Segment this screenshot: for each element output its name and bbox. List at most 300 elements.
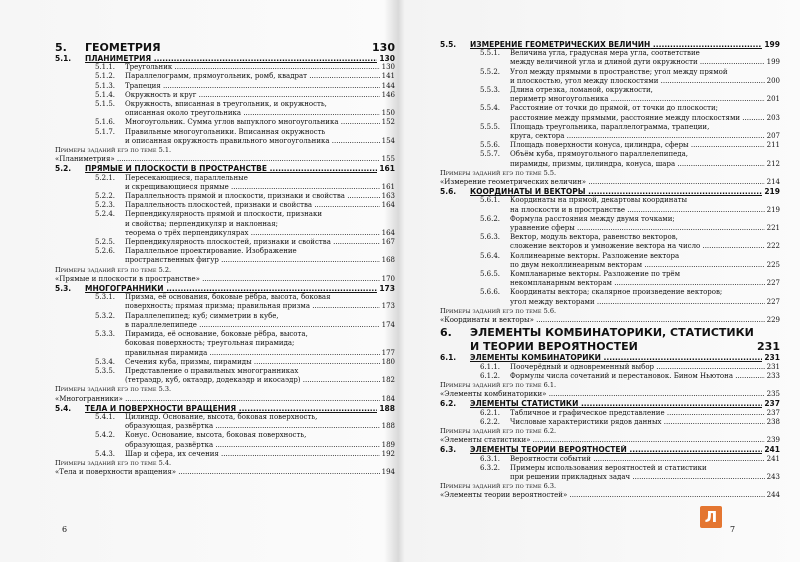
- toc-entry-title: Величина угла, градусная мера угла, соответствие: [510, 49, 700, 58]
- toc-entry-cont: [55, 349, 395, 358]
- toc-entry-page: 144: [381, 81, 395, 90]
- toc-entry-sub: [55, 100, 395, 109]
- toc-entry-title: ГЕОМЕТРИЯ: [85, 42, 161, 54]
- toc-entry-page: 152: [381, 118, 395, 127]
- toc-entry-number: 5.5.2.: [480, 67, 501, 76]
- toc-entry-exname: [440, 436, 780, 445]
- toc-entry-page: 161: [381, 182, 395, 191]
- toc-entry-sub: [55, 128, 395, 137]
- toc-entry-title: Примеры заданий егэ по теме 5.3.: [55, 385, 172, 394]
- toc-entry-cont: [55, 302, 395, 311]
- toc-entry-sub: [55, 247, 395, 256]
- toc-entry-title: между величиной угла и длиной дуги окружности .....: [460, 58, 765, 67]
- toc-entry-exname: [440, 178, 780, 187]
- toc-entry-cont: [55, 220, 395, 229]
- toc-entry-title: Формулы числа сочетаний и перестановок. Бином Ньютона .....: [510, 372, 765, 381]
- toc-entry-title: Примеры использования вероятностей и статистики: [510, 463, 707, 472]
- toc-entry-sub: [55, 312, 395, 321]
- toc-entry-title: Вероятности событий .....: [510, 455, 765, 464]
- toc-entry-title: Окружность и круг .....: [125, 91, 380, 100]
- toc-entry-number: 5.1.2.: [95, 72, 116, 81]
- toc-entry-title: Расстояние от точки до прямой, от точки до плоскости;: [510, 104, 719, 113]
- toc-entry-number: 5.6.5.: [480, 270, 501, 279]
- toc-entry-number: 5.5.5.: [480, 122, 501, 131]
- toc-entry-page: 130: [372, 41, 395, 54]
- toc-entry-title: Правильные многоугольники. Вписанная окружность: [125, 127, 326, 136]
- toc-entry-sect: [440, 187, 780, 196]
- toc-entry-page: 163: [381, 192, 395, 201]
- toc-entry-sub: [55, 413, 395, 422]
- toc-entry-title: Многоугольник. Сумма углов выпуклого многоугольника .....: [125, 118, 380, 127]
- toc-entry-number: 5.5.3.: [480, 86, 501, 95]
- toc-entry-page: 221: [766, 224, 780, 233]
- toc-entry-title: Примеры заданий егэ по теме 6.3.: [440, 482, 557, 491]
- toc-entry-page: 150: [381, 109, 395, 118]
- toc-entry-number: 5.5.7.: [480, 150, 501, 159]
- toc-entry-title: пространственных фигур .....: [75, 256, 380, 265]
- toc-entry-sub: [55, 63, 395, 72]
- toc-entry-title: образующая, развёртка .....: [75, 441, 380, 450]
- toc-entry-sect: [440, 353, 780, 362]
- toc-entry-sub: [440, 288, 780, 297]
- toc-entry-cont: [440, 261, 780, 270]
- toc-entry-title: образующая, развёртка .....: [75, 422, 380, 431]
- toc-entry-number: 5.3.4.: [95, 357, 116, 366]
- toc-entry-ex: [55, 459, 395, 468]
- toc-entry-sub: [55, 201, 395, 210]
- toc-entry-number: 5.3.2.: [95, 311, 116, 320]
- toc-entry-title: по двум неколлинеарным векторам .....: [460, 261, 765, 270]
- toc-entry-page: 243: [766, 472, 780, 481]
- left-page-number: 6: [62, 525, 68, 534]
- toc-entry-title: теорема о трёх перпендикулярах .....: [75, 229, 380, 238]
- toc-entry-ex: [55, 146, 395, 155]
- toc-entry-title: Длина отрезка, ломаной, окружности,: [510, 86, 653, 95]
- toc-entry-sub: [55, 174, 395, 183]
- toc-entry-sub: [55, 210, 395, 219]
- toc-entry-page: 214: [766, 178, 780, 187]
- toc-entry-number: 6.2.2.: [480, 417, 501, 426]
- toc-entry-sect: [440, 40, 780, 49]
- toc-entry-cont: [440, 242, 780, 251]
- toc-entry-ex: [55, 385, 395, 394]
- toc-entry-title: Табличное и графическое представление .....: [510, 409, 765, 418]
- toc-entry-page: 194: [381, 468, 395, 477]
- toc-entry-page: 173: [381, 302, 395, 311]
- toc-entry-sub: [440, 123, 780, 132]
- toc-entry-number: 5.2.: [55, 164, 72, 174]
- toc-entry-number: 5.1.3.: [95, 81, 116, 90]
- toc-entry-exname: [55, 275, 395, 284]
- toc-entry-page: 155: [381, 155, 395, 164]
- toc-entry-number: 5.5.4.: [480, 104, 501, 113]
- toc-entry-page: 229: [766, 316, 780, 325]
- toc-entry-page: 231: [764, 353, 780, 363]
- toc-entry-title: Параллельность прямой и плоскости, признаки и свойства .....: [125, 192, 380, 201]
- toc-entry-number: 6.1.: [440, 353, 457, 363]
- toc-entry-title: Перпендикулярность плоскостей, признаки и свойства .....: [125, 238, 380, 247]
- toc-entry-title: «Элементы комбинаторики» .....: [440, 390, 765, 399]
- toc-entry-title: «Координаты и векторы» .....: [440, 316, 765, 325]
- toc-entry-sect: [55, 164, 395, 173]
- toc-entry-number: 5.5.1.: [480, 49, 501, 58]
- toc-entry-page: 235: [766, 390, 780, 399]
- toc-entry-title: угол между векторами .....: [460, 298, 765, 307]
- toc-entry-number: 5.2.4.: [95, 210, 116, 219]
- toc-entry-title: «Прямые и плоскости в пространстве» .....: [55, 275, 380, 284]
- toc-entry-sub: [55, 293, 395, 302]
- toc-entry-cont: [440, 279, 780, 288]
- toc-entry-title: Представление о правильных многогранниках: [125, 366, 299, 375]
- toc-entry-number: 5.: [55, 41, 67, 54]
- toc-entry-number: 5.1.4.: [95, 90, 116, 99]
- toc-entry-title: Площадь треугольника, параллелограмма, трапеции,: [510, 122, 710, 131]
- toc-entry-cont: [55, 229, 395, 238]
- toc-entry-cont: [440, 298, 780, 307]
- toc-entry-cont: [55, 376, 395, 385]
- toc-entry-title: периметр многоугольника .....: [460, 95, 765, 104]
- toc-entry-title: «Элементы теории вероятностей» .....: [440, 491, 765, 500]
- toc-entry-title: и скрещивающиеся прямые .....: [75, 183, 380, 192]
- toc-entry-title: Пересекающиеся, параллельные: [125, 173, 248, 182]
- toc-entry-number: 5.3.3.: [95, 330, 116, 339]
- toc-entry-page: 168: [381, 256, 395, 265]
- toc-entry-number: 5.1.7.: [95, 127, 116, 136]
- toc-entry-title: Примеры заданий егэ по теме 5.6.: [440, 306, 557, 315]
- toc-entry-sub: [55, 367, 395, 376]
- toc-entry-cont: [55, 183, 395, 192]
- toc-entry-sub: [440, 464, 780, 473]
- toc-entry-sub: [55, 238, 395, 247]
- toc-entry-page: 164: [381, 201, 395, 210]
- toc-entry-cont: [55, 441, 395, 450]
- toc-entry-title: ЭЛЕМЕНТЫ СТАТИСТИКИ .....: [470, 399, 762, 408]
- toc-entry-sub: [55, 72, 395, 81]
- toc-entry-title: Перпендикулярность прямой и плоскости, признаки: [125, 210, 322, 219]
- toc-entry-exname: [440, 316, 780, 325]
- toc-entry-exname: [55, 468, 395, 477]
- toc-entry-page: 239: [766, 436, 780, 445]
- toc-entry-sub: [55, 82, 395, 91]
- toc-entry-number: 5.1.5.: [95, 100, 116, 109]
- toc-entry-number: 6.3.: [440, 445, 457, 455]
- toc-entry-cont: [440, 224, 780, 233]
- toc-entry-page: 222: [766, 242, 780, 251]
- toc-entry-sub: [55, 450, 395, 459]
- toc-entry-number: 6.3.1.: [480, 454, 501, 463]
- toc-entry-title: при решении прикладных задач .....: [460, 473, 765, 482]
- toc-entry-title: ЭЛЕМЕНТЫ ТЕОРИИ ВЕРОЯТНОСТЕЙ .....: [470, 445, 762, 454]
- toc-entry-page: 244: [766, 491, 780, 500]
- toc-entry-number: 5.1.1.: [95, 63, 116, 72]
- toc-entry-page: 141: [381, 72, 395, 81]
- toc-entry-title: Примеры заданий егэ по теме 5.1.: [55, 146, 172, 155]
- toc-entry-page: 188: [379, 403, 395, 413]
- toc-entry-title: в параллелепипеде .....: [75, 321, 380, 330]
- toc-entry-page: 174: [381, 320, 395, 329]
- toc-entry-cont: [440, 95, 780, 104]
- toc-entry-number: 6.: [440, 326, 452, 340]
- toc-entry-title: правильная пирамида .....: [75, 349, 380, 358]
- toc-entry-title: Окружность, вписанная в треугольник, и окружность,: [125, 100, 327, 109]
- toc-entry-number: 6.3.2.: [480, 463, 501, 472]
- toc-entry-title: Цилиндр. Основание, высота, боковая поверхность,: [125, 412, 318, 421]
- toc-entry-title: Коллинеарные векторы. Разложение вектора: [510, 251, 680, 260]
- toc-entry-sub: [440, 363, 780, 372]
- toc-entry-sub: [440, 141, 780, 150]
- toc-entry-sub: [55, 192, 395, 201]
- toc-entry-title: КООРДИНАТЫ И ВЕКТОРЫ .....: [470, 187, 762, 196]
- toc-entry-sub: [440, 104, 780, 113]
- toc-entry-number: 5.2.6.: [95, 247, 116, 256]
- toc-entry-number: 5.4.3.: [95, 449, 116, 458]
- toc-entry-title: Примеры заданий егэ по теме 5.2.: [55, 265, 172, 274]
- toc-entry-title: Координаты на прямой, декартовы координаты: [510, 196, 688, 205]
- toc-entry-cont: [440, 206, 780, 215]
- toc-entry-page: 192: [381, 449, 395, 458]
- toc-entry-page: 238: [766, 417, 780, 426]
- toc-entry-title: на плоскости и в пространстве .....: [460, 206, 765, 215]
- toc-entry-title: ИЗМЕРЕНИЕ ГЕОМЕТРИЧЕСКИХ ВЕЛИЧИН .....: [470, 40, 762, 49]
- toc-entry-title: Шар и сфера, их сечения .....: [125, 450, 380, 459]
- toc-entry-number: 5.6.: [440, 187, 457, 197]
- toc-entry-title: Примеры заданий егэ по теме 5.5.: [440, 168, 557, 177]
- toc-entry-cont: [440, 473, 780, 482]
- toc-entry-cont: [440, 114, 780, 123]
- toc-entry-number: 6.1.1.: [480, 362, 501, 371]
- toc-entry-sub: [440, 233, 780, 242]
- toc-entry-number: 6.1.2.: [480, 371, 501, 380]
- toc-entry-page: 189: [381, 440, 395, 449]
- toc-entry-cont: [440, 58, 780, 67]
- toc-entry-page: 167: [381, 238, 395, 247]
- right-page-toc: [440, 40, 780, 501]
- toc-entry-sub: [440, 86, 780, 95]
- toc-entry-number: 5.3.5.: [95, 366, 116, 375]
- toc-entry-cont: [55, 109, 395, 118]
- toc-entry-ex: [440, 482, 780, 491]
- toc-entry-cont: [440, 132, 780, 141]
- toc-entry-sub: [55, 358, 395, 367]
- toc-entry-sect: [55, 284, 395, 293]
- toc-entry-page: 227: [766, 279, 780, 288]
- toc-entry-title: Параллелепипед; куб; симметрии в кубе,: [125, 311, 279, 320]
- toc-entry-ex: [440, 427, 780, 436]
- toc-entry-title: Формула расстояния между двумя точками;: [510, 214, 675, 223]
- toc-entry-title: Числовые характеристики рядов данных .....: [510, 418, 765, 427]
- toc-entry-page: 180: [381, 357, 395, 366]
- toc-entry-cont: [55, 137, 395, 146]
- toc-entry-page: 199: [766, 58, 780, 67]
- toc-entry-title: ЭЛЕМЕНТЫ КОМБИНАТОРИКИ .....: [470, 353, 762, 362]
- toc-entry-sect: [440, 445, 780, 454]
- toc-entry-chap: [55, 42, 395, 54]
- toc-entry-title: и описанная окружность правильного многоугольника .....: [75, 137, 380, 146]
- toc-entry-ex: [440, 381, 780, 390]
- toc-entry-page: 184: [381, 394, 395, 403]
- toc-entry-sub: [440, 49, 780, 58]
- toc-entry-page: 154: [381, 136, 395, 145]
- toc-entry-page: 241: [766, 454, 780, 463]
- left-page-toc: [55, 40, 395, 477]
- toc-entry-page: 164: [381, 228, 395, 237]
- toc-entry-title: Параллельность плоскостей, признаки и свойства .....: [125, 201, 380, 210]
- toc-entry-title: Объём куба, прямоугольного параллелепипеда,: [510, 150, 688, 159]
- toc-entry-page: 207: [766, 132, 780, 141]
- right-page-number: 7: [730, 525, 736, 534]
- toc-entry-title: Примеры заданий егэ по теме 5.4.: [55, 458, 172, 467]
- toc-entry-page: 241: [764, 445, 780, 455]
- toc-entry-sub: [440, 418, 780, 427]
- toc-entry-number: 5.1.6.: [95, 118, 116, 127]
- toc-entry-title: некомпланарным векторам .....: [460, 279, 765, 288]
- toc-entry-sub: [55, 91, 395, 100]
- toc-entry-page: 130: [379, 54, 395, 63]
- toc-entry-sect: [55, 404, 395, 413]
- toc-entry-title: МНОГОГРАННИКИ .....: [85, 284, 377, 293]
- toc-entry-sub: [440, 196, 780, 205]
- toc-entry-sect: [55, 54, 395, 63]
- toc-entry-title: «Элементы статистики» .....: [440, 436, 765, 445]
- toc-entry-sub: [440, 252, 780, 261]
- toc-entry-sub: [440, 150, 780, 159]
- toc-entry-sub: [440, 215, 780, 224]
- toc-entry-page: 161: [379, 164, 395, 174]
- toc-entry-page: 173: [379, 284, 395, 294]
- toc-entry-number: 5.5.: [440, 40, 457, 49]
- toc-entry-chap: [440, 341, 780, 353]
- toc-entry-cont: [55, 321, 395, 330]
- toc-entry-number: 5.4.: [55, 403, 72, 413]
- toc-entry-page: 211: [766, 141, 780, 150]
- toc-entry-sub: [55, 330, 395, 339]
- toc-entry-page: 200: [766, 76, 780, 85]
- toc-entry-page: 203: [766, 113, 780, 122]
- toc-entry-title: Параллелограмм, прямоугольник, ромб, квадрат .....: [125, 72, 380, 81]
- toc-entry-title: поверхность; прямая призма; правильная призма .....: [75, 302, 380, 311]
- toc-entry-title: Трапеция .....: [125, 82, 380, 91]
- toc-entry-title: «Тела и поверхности вращения» .....: [55, 468, 380, 477]
- toc-entry-page: 182: [381, 376, 395, 385]
- toc-entry-cont: [55, 256, 395, 265]
- toc-entry-number: 5.2.2.: [95, 192, 116, 201]
- toc-entry-title: Координаты вектора; скалярное произведение векторов;: [510, 288, 723, 297]
- toc-entry-number: 6.2.: [440, 399, 457, 409]
- toc-entry-number: 5.6.3.: [480, 233, 501, 242]
- toc-entry-title: ЭЛЕМЕНТЫ КОМБИНАТОРИКИ, СТАТИСТИКИ: [470, 327, 754, 340]
- toc-entry-title: пирамиды, призмы, цилиндра, конуса, шара .....: [460, 160, 765, 169]
- toc-entry-exname: [55, 395, 395, 404]
- toc-entry-number: 5.2.3.: [95, 201, 116, 210]
- toc-entry-title: Сечения куба, призмы, пирамиды .....: [125, 358, 380, 367]
- toc-entry-number: 5.5.6.: [480, 141, 501, 150]
- toc-entry-page: 130: [381, 63, 395, 72]
- toc-entry-title: ТЕЛА И ПОВЕРХНОСТИ ВРАЩЕНИЯ .....: [85, 404, 377, 413]
- toc-entry-title: Примеры заданий егэ по теме 6.2.: [440, 426, 557, 435]
- toc-entry-number: 5.3.1.: [95, 293, 116, 302]
- toc-entry-page: 212: [766, 159, 780, 168]
- toc-entry-page: 231: [766, 362, 780, 371]
- toc-entry-ex: [440, 169, 780, 178]
- toc-entry-title: Поочерёдный и одновременный выбор .....: [510, 363, 765, 372]
- toc-entry-page: 199: [764, 40, 780, 49]
- toc-entry-ex: [55, 266, 395, 275]
- toc-entry-page: 237: [764, 399, 780, 409]
- toc-entry-page: 231: [757, 340, 780, 354]
- toc-entry-page: 237: [766, 408, 780, 417]
- toc-entry-title: Компланарные векторы. Разложение по трём: [510, 270, 681, 279]
- toc-entry-title: Конус. Основание, высота, боковая поверхность,: [125, 431, 307, 440]
- toc-entry-page: 225: [766, 260, 780, 269]
- toc-entry-chap: [440, 327, 780, 339]
- toc-entry-sect: [440, 399, 780, 408]
- toc-entry-sub: [55, 118, 395, 127]
- toc-entry-title: Призма, её основания, боковые рёбра, высота, боковая: [125, 293, 331, 302]
- toc-entry-page: 188: [381, 422, 395, 431]
- toc-entry-page: 170: [381, 274, 395, 283]
- publisher-logo-icon: Л: [700, 506, 722, 528]
- toc-entry-title: «Измерение геометрических величин» .....: [440, 178, 765, 187]
- toc-entry-cont: [55, 339, 395, 348]
- toc-entry-number: 5.3.: [55, 284, 72, 294]
- toc-entry-page: 177: [381, 348, 395, 357]
- toc-entry-exname: [440, 390, 780, 399]
- toc-entry-title: Угол между прямыми в пространстве; угол между прямой: [510, 67, 728, 76]
- toc-entry-title: Площадь поверхности конуса, цилиндра, сферы .....: [510, 141, 765, 150]
- toc-entry-sub: [440, 455, 780, 464]
- toc-entry-title: круга, сектора .....: [460, 132, 765, 141]
- toc-entry-number: 5.6.4.: [480, 251, 501, 260]
- toc-entry-exname: [55, 155, 395, 164]
- toc-entry-number: 5.1.: [55, 54, 72, 63]
- toc-entry-title: «Планиметрия» .....: [55, 155, 380, 164]
- toc-entry-title: (тетраэдр, куб, октаэдр, додекаэдр и икосаэдр) .....: [75, 376, 380, 385]
- toc-entry-sub: [440, 68, 780, 77]
- toc-entry-title: Пирамида, её основание, боковые рёбра, высота,: [125, 330, 308, 339]
- toc-entry-title: боковая поверхность; треугольная пирамида;: [125, 339, 295, 348]
- toc-entry-page: 227: [766, 297, 780, 306]
- toc-entry-page: 219: [766, 205, 780, 214]
- toc-entry-number: 5.2.5.: [95, 238, 116, 247]
- toc-entry-title: и свойства; перпендикуляр и наклонная;: [125, 219, 278, 228]
- toc-entry-title: расстояние между прямыми, расстояние между плоскостями .....: [460, 114, 765, 123]
- toc-entry-number: 5.6.2.: [480, 214, 501, 223]
- toc-entry-page: 201: [766, 95, 780, 104]
- toc-entry-page: 146: [381, 90, 395, 99]
- toc-entry-number: 5.6.1.: [480, 196, 501, 205]
- toc-entry-sub: [440, 409, 780, 418]
- toc-entry-title: и плоскостью, угол между плоскостями .....: [460, 77, 765, 86]
- toc-entry-title: сложение векторов и умножение вектора на число .....: [460, 242, 765, 251]
- toc-entry-number: 5.4.1.: [95, 412, 116, 421]
- toc-entry-title: описанная около треугольника .....: [75, 109, 380, 118]
- toc-entry-title: уравнение сферы .....: [460, 224, 765, 233]
- toc-entry-title: Примеры заданий егэ по теме 6.1.: [440, 380, 557, 389]
- toc-entry-sub: [440, 372, 780, 381]
- toc-entry-title: Треугольник .....: [125, 63, 380, 72]
- toc-entry-page: 233: [766, 371, 780, 380]
- toc-entry-sub: [55, 431, 395, 440]
- toc-entry-exname: [440, 491, 780, 500]
- toc-entry-title: Параллельное проектирование. Изображение: [125, 247, 297, 256]
- toc-entry-title: ПЛАНИМЕТРИЯ .....: [85, 54, 377, 63]
- toc-entry-cont: [440, 160, 780, 169]
- toc-entry-page: 219: [764, 187, 780, 197]
- toc-entry-title: Вектор, модуль вектора, равенство векторов,: [510, 233, 678, 242]
- toc-entry-title: «Многогранники» .....: [55, 395, 380, 404]
- toc-entry-sub: [440, 270, 780, 279]
- toc-entry-cont: [440, 77, 780, 86]
